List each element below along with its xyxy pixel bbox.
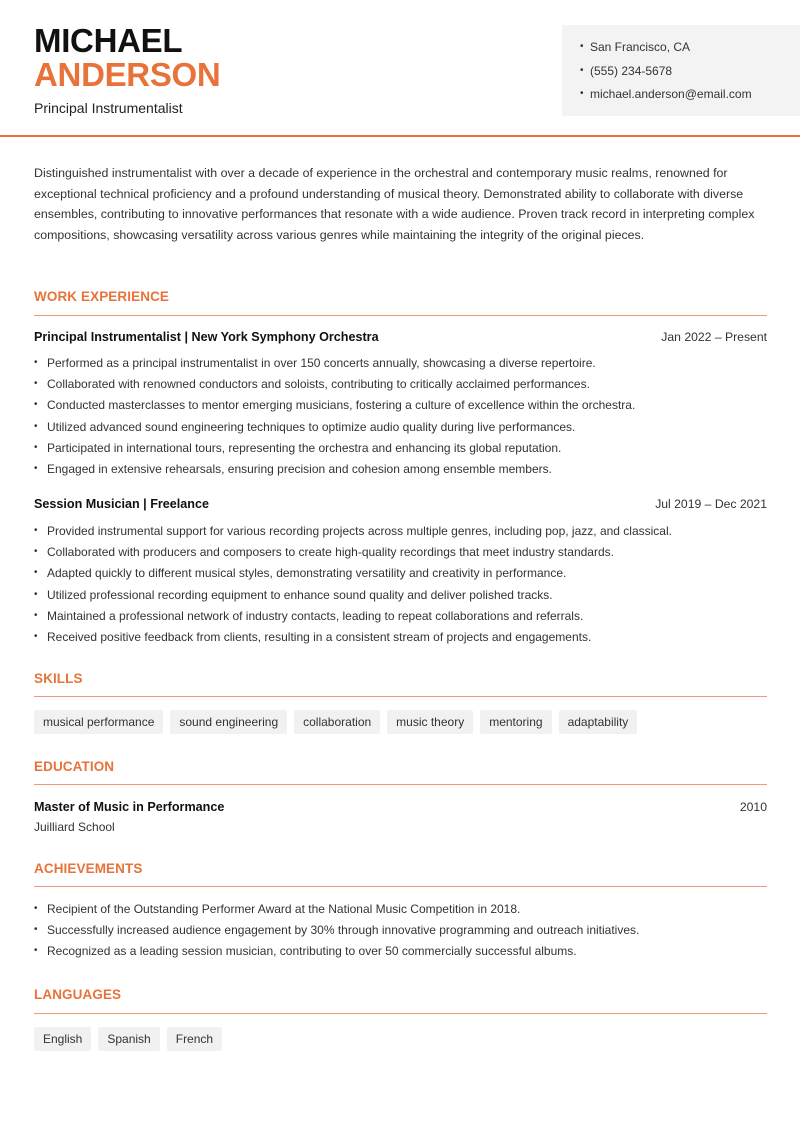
section-divider — [34, 1013, 767, 1014]
bullet-icon: • — [34, 945, 38, 957]
skill-tag: sound engineering — [170, 710, 287, 734]
list-item: • Participated in international tours, representing the orchestra and enhancing its global reputation. — [34, 440, 767, 461]
education-header — [34, 800, 767, 814]
section-title-languages: LANGUAGES — [34, 987, 122, 1002]
bullet-icon: • — [34, 462, 38, 474]
job-1-bullets — [34, 355, 767, 482]
list-item: • Utilized professional recording equipment to enhance sound quality and deliver polished tracks. — [34, 587, 767, 608]
location-text: San Francisco, CA — [590, 40, 691, 54]
bullet-icon: • — [34, 525, 38, 536]
section-divider — [34, 315, 767, 316]
bullet-icon: • — [34, 567, 38, 579]
bullet-icon: • — [580, 41, 584, 52]
bullet-icon: • — [34, 420, 38, 432]
degree: Master of Music in Performance — [34, 800, 225, 814]
first-name: MICHAEL — [34, 22, 183, 59]
achievements-list — [34, 901, 767, 965]
skill-tag: mentoring — [480, 710, 551, 734]
section-divider — [34, 696, 767, 697]
graduation-year: 2010 — [739, 800, 767, 814]
section-divider — [34, 784, 767, 785]
job-role: Principal Instrumentalist | New York Symphony Orchestra — [34, 330, 379, 344]
bullet-icon: • — [34, 357, 38, 368]
contact-phone — [580, 63, 800, 87]
bullet-icon: • — [580, 64, 584, 76]
contact-box — [562, 25, 800, 116]
bullet-icon: • — [34, 399, 38, 411]
bullet-icon: • — [580, 88, 584, 99]
job-header-2 — [34, 497, 767, 511]
skill-tag: musical performance — [34, 710, 163, 734]
job-role: Session Musician | Freelance — [34, 497, 210, 511]
list-item: • Utilized advanced sound engineering techniques to optimize audio quality during live performances. — [34, 419, 767, 440]
contact-email — [580, 86, 800, 110]
resume-header — [0, 0, 800, 137]
list-item: • Successfully increased audience engagement by 30% through innovative programming and outreach initiatives. — [34, 922, 767, 943]
section-title-education: EDUCATION — [34, 759, 115, 774]
language-tag: Spanish — [98, 1027, 159, 1051]
contact-location — [580, 39, 800, 63]
skill-tag: adaptability — [559, 710, 638, 734]
job-2-bullets — [34, 523, 767, 650]
professional-summary: Distinguished instrumentalist with over a decade of experience in the orchestral and contemporary music realms, renowned for exceptional technical proficiency and a profound understanding of musical theory. Demonstrated ability to collaborate with diverse ensembles, contributing to innovative performances that resonate with a wide audience. Proven track record in interpreting complex compositions, showcasing versatility across various genres while maintaining the integrity of the original pieces. — [34, 166, 755, 242]
job-dates: Jul 2019 – Dec 2021 — [655, 497, 767, 511]
skill-tag: collaboration — [294, 710, 380, 734]
list-item: • Recipient of the Outstanding Performer Award at the National Music Competition in 2018. — [34, 901, 767, 922]
skills-list — [34, 710, 637, 734]
bullet-icon: • — [34, 903, 38, 914]
job-title: Principal Instrumentalist — [34, 100, 183, 116]
list-item: • Maintained a professional network of industry contacts, leading to repeat collaborations and referrals. — [34, 608, 767, 629]
list-item: • Engaged in extensive rehearsals, ensuring precision and cohesion among ensemble members. — [34, 461, 767, 482]
school-name: Juilliard School — [34, 820, 115, 834]
list-item: • Received positive feedback from clients, resulting in a consistent stream of projects and engagements. — [34, 629, 767, 650]
bullet-icon: • — [34, 546, 38, 558]
section-title-achievements: ACHIEVEMENTS — [34, 861, 143, 876]
last-name: ANDERSON — [34, 56, 221, 93]
list-item: • Collaborated with producers and composers to create high-quality recordings that meet industry standards. — [34, 544, 767, 565]
bullet-icon: • — [34, 378, 38, 390]
section-divider — [34, 886, 767, 887]
list-item: • Collaborated with renowned conductors and soloists, contributing to critically acclaimed performances. — [34, 376, 767, 397]
bullet-icon: • — [34, 588, 38, 600]
bullet-icon: • — [34, 609, 38, 621]
list-item: • Performed as a principal instrumentalist in over 150 concerts annually, showcasing a diverse repertoire. — [34, 355, 767, 376]
list-item: • Conducted masterclasses to mentor emerging musicians, fostering a culture of excellence within the orchestra. — [34, 397, 767, 418]
job-header-1 — [34, 330, 767, 344]
bullet-icon: • — [34, 441, 38, 453]
language-tag: French — [167, 1027, 222, 1051]
list-item: • Recognized as a leading session musician, contributing to over 50 commercially successful albums. — [34, 943, 767, 964]
section-title-skills: SKILLS — [34, 671, 83, 686]
bullet-icon: • — [34, 630, 38, 642]
languages-list — [34, 1027, 222, 1051]
bullet-icon: • — [34, 924, 38, 936]
job-dates: Jan 2022 – Present — [661, 330, 767, 344]
section-title-work-experience: WORK EXPERIENCE — [34, 289, 170, 304]
language-tag: English — [34, 1027, 91, 1051]
list-item: • Provided instrumental support for various recording projects across multiple genres, including pop, jazz, and classical. — [34, 523, 767, 544]
email-link[interactable]: michael.anderson@email.com — [590, 87, 752, 101]
phone-text: (555) 234-5678 — [590, 63, 673, 78]
list-item: • Adapted quickly to different musical styles, demonstrating versatility and creativity in performance. — [34, 565, 767, 586]
skill-tag: music theory — [387, 710, 473, 734]
